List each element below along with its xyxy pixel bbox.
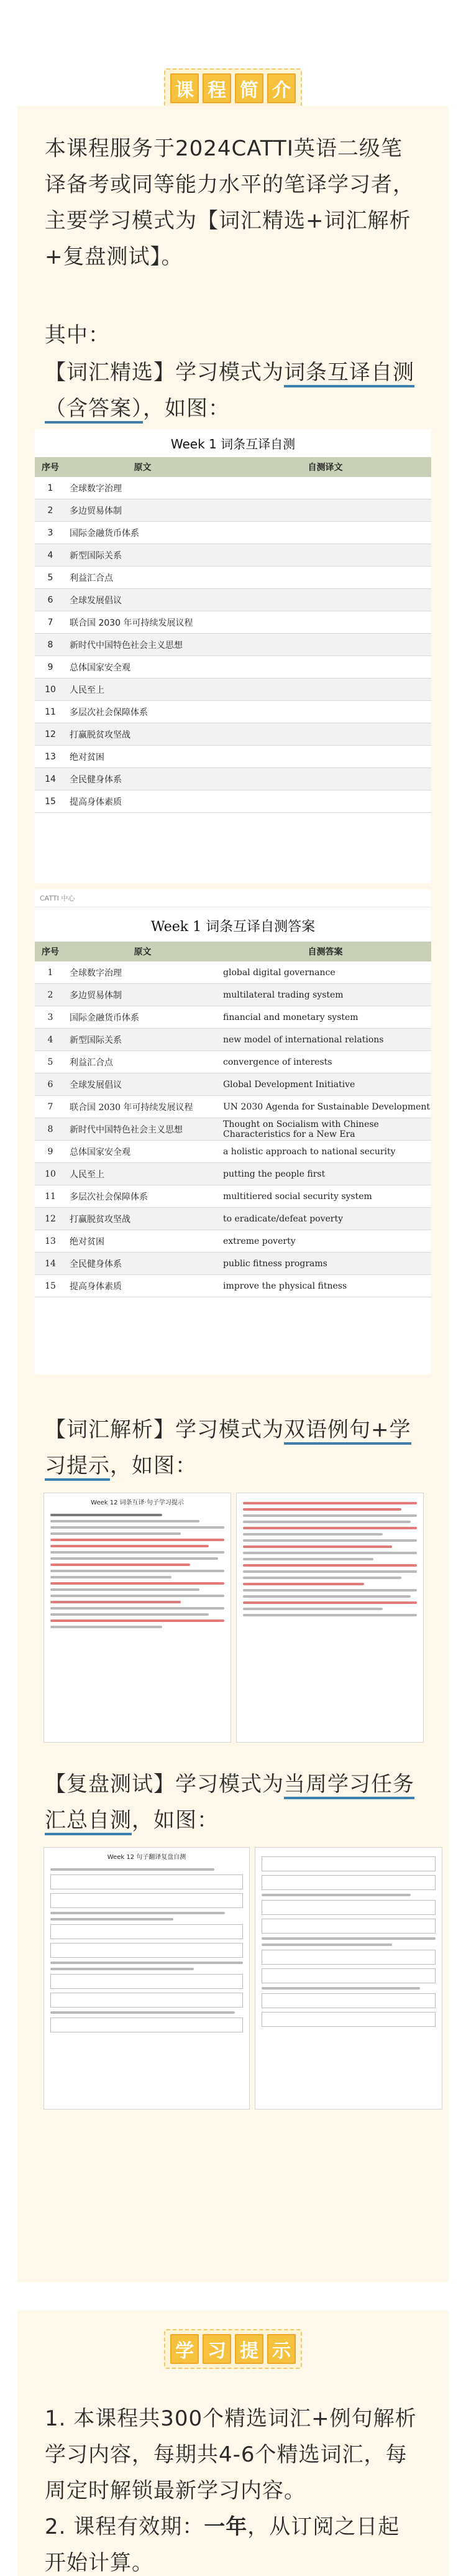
row-number: 15 <box>35 790 66 813</box>
row-number: 4 <box>35 1029 66 1051</box>
table-row <box>35 1141 431 1163</box>
row-number: 4 <box>35 544 66 567</box>
row-number: 2 <box>35 984 66 1006</box>
mode2-highlight: 双语例句+学 <box>284 1417 411 1445</box>
answer-term: public fitness programs <box>219 1253 431 1275</box>
vocab-test-table-image <box>35 429 431 883</box>
answer-term: extreme poverty <box>219 1230 431 1253</box>
table-row <box>35 1163 431 1185</box>
answer-term: to eradicate/defeat poverty <box>219 1208 431 1230</box>
table-row <box>35 1253 431 1275</box>
source-term: 多层次社会保障体系 <box>66 1185 219 1208</box>
row-number: 12 <box>35 1208 66 1230</box>
mode1-post: ，如图： <box>143 396 230 421</box>
row-number: 13 <box>35 746 66 768</box>
answer-term: new model of international relations <box>219 1029 431 1051</box>
source-term: 全球数字治理 <box>66 477 219 499</box>
row-number: 6 <box>35 1073 66 1096</box>
table-row <box>35 544 431 567</box>
answer-blank <box>219 790 431 813</box>
intro-line: 译备考或同等能力水平的笔译学习者， <box>45 172 414 197</box>
table-row <box>35 567 431 589</box>
vocab-test-table <box>35 457 431 813</box>
row-number: 3 <box>35 1006 66 1029</box>
row-number: 8 <box>35 1118 66 1141</box>
intro-line: 主要学习模式为【词汇精选+词汇解析 <box>45 208 411 233</box>
source-term: 全球发展倡议 <box>66 589 219 611</box>
table-row <box>35 1096 431 1118</box>
review-test-thumb-left <box>43 1847 250 2110</box>
answer-term: multitiered social security system <box>219 1185 431 1208</box>
tip-emphasis: 一年 <box>204 2514 248 2539</box>
source-term: 总体国家安全观 <box>66 656 219 679</box>
intro-line: 本课程服务于2024CATTI英语二级笔 <box>45 136 403 161</box>
answer-term: financial and monetary system <box>219 1006 431 1029</box>
table-title: Week 1 词条互译自测答案 <box>150 919 316 935</box>
mode1-pre: 【词汇精选】学习模式为 <box>45 360 284 385</box>
row-number: 13 <box>35 1230 66 1253</box>
heading-char: 程 <box>203 73 231 103</box>
study-tips-heading <box>0 2329 466 2369</box>
heading-char: 习 <box>203 2334 231 2364</box>
row-number: 5 <box>35 567 66 589</box>
tip-line: 学习内容，每期共4-6个精选词汇，每 <box>45 2442 408 2467</box>
heading-char: 学 <box>170 2334 199 2364</box>
source-term: 联合国 2030 年可持续发展议程 <box>66 611 219 634</box>
catti-label: CATTI 中心 <box>35 889 431 907</box>
heading-char: 提 <box>235 2334 263 2364</box>
row-number: 7 <box>35 1096 66 1118</box>
tip-line: 周定时解锁最新学习内容。 <box>45 2478 306 2503</box>
source-term: 人民至上 <box>66 1163 219 1185</box>
review-test-thumb-right <box>255 1847 442 2110</box>
row-number: 10 <box>35 1163 66 1185</box>
answer-blank <box>219 723 431 746</box>
source-term: 打赢脱贫攻坚战 <box>66 1208 219 1230</box>
table-row <box>35 984 431 1006</box>
answer-blank <box>219 544 431 567</box>
col-header: 自测译文 <box>219 457 431 477</box>
intro-line: +复盘测试】。 <box>45 244 183 269</box>
source-term: 全球数字治理 <box>66 961 219 984</box>
answer-blank <box>219 522 431 544</box>
mode1-desc <box>45 354 430 427</box>
source-term: 提高身体素质 <box>66 1275 219 1297</box>
vocab-answer-table <box>35 942 431 1297</box>
answer-term: global digital governance <box>219 961 431 984</box>
table-row <box>35 768 431 790</box>
heading-char: 示 <box>267 2334 296 2364</box>
row-number: 8 <box>35 634 66 656</box>
table-row <box>35 656 431 679</box>
source-term: 多层次社会保障体系 <box>66 701 219 723</box>
source-term: 国际金融货币体系 <box>66 522 219 544</box>
table-row <box>35 1275 431 1297</box>
table-row <box>35 611 431 634</box>
source-term: 提高身体素质 <box>66 790 219 813</box>
answer-blank <box>219 746 431 768</box>
source-term: 人民至上 <box>66 679 219 701</box>
mode2-pre: 【词汇解析】学习模式为 <box>45 1417 284 1442</box>
table-row <box>35 499 431 522</box>
row-number: 11 <box>35 701 66 723</box>
tip-line: 开始计算。 <box>45 2551 153 2575</box>
row-number: 1 <box>35 961 66 984</box>
mode3-highlight: 当周学习任务 <box>284 1772 414 1799</box>
answer-term: improve the physical fitness <box>219 1275 431 1297</box>
vocab-analysis-thumb-left <box>43 1493 231 1743</box>
table-row <box>35 589 431 611</box>
answer-blank <box>219 611 431 634</box>
answer-blank <box>219 679 431 701</box>
row-number: 9 <box>35 656 66 679</box>
source-term: 全球发展倡议 <box>66 1073 219 1096</box>
thumb-title: Week 12 词条互译·句子学习提示 <box>91 1499 184 1506</box>
table-row <box>35 746 431 768</box>
tip-line: 1. 本课程共300个精选词汇+例句解析 <box>45 2406 417 2431</box>
table-row <box>35 522 431 544</box>
table-row <box>35 1073 431 1096</box>
row-number: 3 <box>35 522 66 544</box>
source-term: 利益汇合点 <box>66 1051 219 1073</box>
source-term: 打赢脱贫攻坚战 <box>66 723 219 746</box>
intro-paragraph <box>45 131 430 275</box>
answer-blank <box>219 634 431 656</box>
answer-term: putting the people first <box>219 1163 431 1185</box>
source-term: 国际金融货币体系 <box>66 1006 219 1029</box>
col-header: 序号 <box>35 942 66 961</box>
source-term: 绝对贫困 <box>66 1230 219 1253</box>
source-term: 联合国 2030 年可持续发展议程 <box>66 1096 219 1118</box>
row-number: 7 <box>35 611 66 634</box>
source-term: 全民健身体系 <box>66 768 219 790</box>
mode3-desc <box>45 1766 430 1838</box>
source-term: 绝对贫困 <box>66 746 219 768</box>
vocab-answer-table-image <box>35 889 431 1374</box>
table-row <box>35 1230 431 1253</box>
answer-blank <box>219 768 431 790</box>
row-number: 2 <box>35 499 66 522</box>
table-row <box>35 1006 431 1029</box>
mode1-highlight: （含答案） <box>45 396 143 424</box>
row-number: 6 <box>35 589 66 611</box>
source-term: 新型国际关系 <box>66 1029 219 1051</box>
row-number: 15 <box>35 1275 66 1297</box>
row-number: 10 <box>35 679 66 701</box>
heading-char: 介 <box>267 73 296 103</box>
col-header: 自测答案 <box>219 942 431 961</box>
table-row <box>35 961 431 984</box>
answer-term: UN 2030 Agenda for Sustainable Development <box>219 1096 431 1118</box>
table-title: Week 1 词条互译自测 <box>170 437 296 452</box>
table-row <box>35 1185 431 1208</box>
answer-blank <box>219 656 431 679</box>
source-term: 新型国际关系 <box>66 544 219 567</box>
source-term: 多边贸易体制 <box>66 499 219 522</box>
row-number: 5 <box>35 1051 66 1073</box>
vocab-analysis-thumb-right <box>236 1493 424 1743</box>
col-header: 原文 <box>66 942 219 961</box>
col-header: 序号 <box>35 457 66 477</box>
source-term: 全民健身体系 <box>66 1253 219 1275</box>
qizhong-label: 其中： <box>45 323 110 348</box>
answer-term: convergence of interests <box>219 1051 431 1073</box>
mode2-highlight: 习提示 <box>45 1453 110 1481</box>
table-row <box>35 1051 431 1073</box>
source-term: 利益汇合点 <box>66 567 219 589</box>
tip-line: 2. 课程有效期：一年，从订阅之日起 <box>45 2514 400 2539</box>
mode1-highlight: 词条互译自测 <box>284 360 414 387</box>
answer-blank <box>219 499 431 522</box>
tips-list <box>45 2401 442 2576</box>
answer-blank <box>219 589 431 611</box>
source-term: 总体国家安全观 <box>66 1141 219 1163</box>
source-term: 新时代中国特色社会主义思想 <box>66 1118 219 1141</box>
source-term: 新时代中国特色社会主义思想 <box>66 634 219 656</box>
thumb-title: Week 12 句子翻译复盘自测 <box>107 1854 186 1861</box>
mode3-pre: 【复盘测试】学习模式为 <box>45 1772 284 1797</box>
table-row <box>35 723 431 746</box>
table-row <box>35 790 431 813</box>
row-number: 9 <box>35 1141 66 1163</box>
mode2-desc <box>45 1412 430 1484</box>
mode2-post: ，如图： <box>110 1453 197 1478</box>
answer-term: multilateral trading system <box>219 984 431 1006</box>
table-row <box>35 701 431 723</box>
answer-blank <box>219 701 431 723</box>
mode3-highlight: 汇总自测 <box>45 1808 132 1835</box>
table-row <box>35 477 431 499</box>
answer-term: Thought on Socialism with Chinese Characteristics for a New Era <box>219 1118 431 1141</box>
mode3-post: ，如图： <box>132 1808 219 1833</box>
row-number: 11 <box>35 1185 66 1208</box>
table-row <box>35 634 431 656</box>
answer-blank <box>219 567 431 589</box>
table-row <box>35 679 431 701</box>
table-row <box>35 1118 431 1141</box>
course-intro-heading <box>0 68 466 108</box>
row-number: 1 <box>35 477 66 499</box>
answer-blank <box>219 477 431 499</box>
heading-char: 课 <box>170 73 199 103</box>
table-row <box>35 1208 431 1230</box>
row-number: 12 <box>35 723 66 746</box>
row-number: 14 <box>35 1253 66 1275</box>
col-header: 原文 <box>66 457 219 477</box>
source-term: 多边贸易体制 <box>66 984 219 1006</box>
table-row <box>35 1029 431 1051</box>
answer-term: a holistic approach to national security <box>219 1141 431 1163</box>
heading-char: 简 <box>235 73 263 103</box>
row-number: 14 <box>35 768 66 790</box>
answer-term: Global Development Initiative <box>219 1073 431 1096</box>
